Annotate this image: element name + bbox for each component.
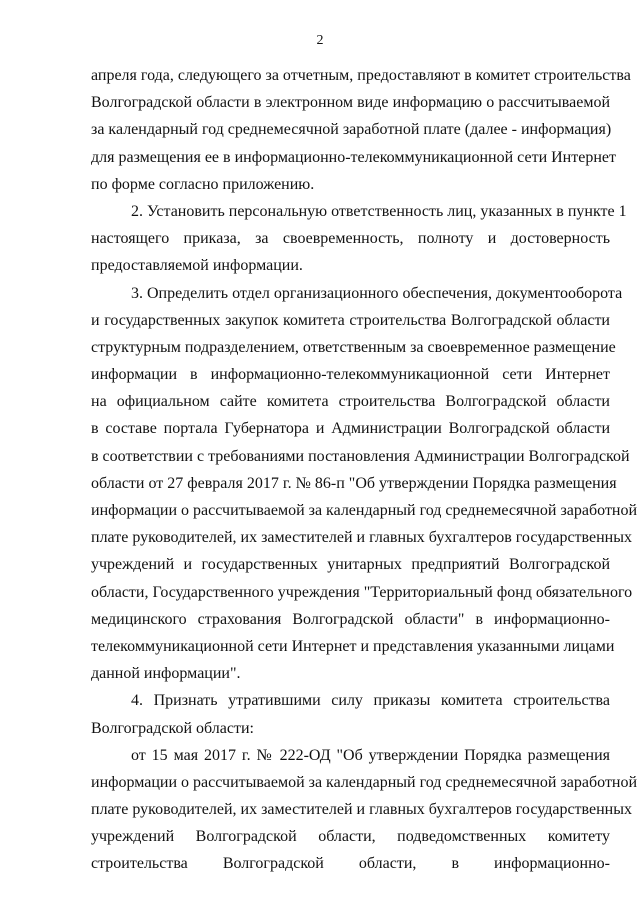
text-line: 3. Определить отдел организационного обеспечения, документооборота <box>131 284 623 302</box>
text-line: от 15 мая 2017 г. № 222-ОД "Об утверждении Порядка размещения <box>131 746 610 764</box>
text-line: медицинского страхования Волгоградской области" в информационно- <box>91 610 610 628</box>
text-line: в соответствии с требованиями постановления Администрации Волгоградской <box>91 447 630 465</box>
text-line: структурным подразделением, ответственным за своевременное размещение <box>91 338 616 356</box>
text-line: учреждений и государственных унитарных предприятий Волгоградской <box>91 556 610 574</box>
text-line: и государственных закупок комитета строительства Волгоградской области <box>91 311 610 329</box>
text-line: Волгоградской области: <box>91 719 254 737</box>
text-line: 2. Установить персональную ответственность лиц, указанных в пункте 1 <box>131 202 627 220</box>
text-line: области, Государственного учреждения "Территориальный фонд обязательного <box>91 583 633 601</box>
text-line: за календарный год среднемесячной заработной плате (далее - информация) <box>91 121 612 139</box>
text-line: на официальном сайте комитета строительства Волгоградской области <box>91 393 610 411</box>
text-line: данной информации". <box>91 665 241 683</box>
text-line: 4. Признать утратившими силу приказы комитета строительства <box>131 692 610 710</box>
text-line: телекоммуникационной сети Интернет и представления указанными лицами <box>91 637 615 655</box>
text-line: плате руководителей, их заместителей и главных бухгалтеров государственных <box>91 529 632 547</box>
document-body <box>91 62 638 878</box>
text-line: в составе портала Губернатора и Администрации Волгоградской области <box>91 420 610 438</box>
text-line: плате руководителей, их заместителей и главных бухгалтеров государственных <box>91 801 632 819</box>
text-line: предоставляемой информации. <box>91 257 303 275</box>
text-line: строительства Волгоградской области, в информационно- <box>91 855 610 873</box>
text-line: информации о рассчитываемой за календарный год среднемесячной заработной <box>91 502 638 519</box>
text-line: апреля года, следующего за отчетным, предоставляют в комитет строительства <box>91 67 631 84</box>
text-line: информации в информационно-телекоммуникационной сети Интернет <box>91 366 610 384</box>
text-line: области от 27 февраля 2017 г. № 86-п "Об утверждении Порядка размещения <box>91 474 617 492</box>
text-line: для размещения ее в информационно-телекоммуникационной сети Интернет <box>91 148 616 166</box>
text-line: по форме согласно приложению. <box>91 175 315 193</box>
text-line: учреждений Волгоградской области, подведомственных комитету <box>91 828 610 846</box>
page-number: 2 <box>316 33 324 48</box>
text-line: настоящего приказа, за своевременность, полноту и достоверность <box>91 230 610 248</box>
text-line: Волгоградской области в электронном виде информацию о рассчитываемой <box>91 94 610 112</box>
text-line: информации о рассчитываемой за календарный год среднемесячной заработной <box>91 773 638 791</box>
